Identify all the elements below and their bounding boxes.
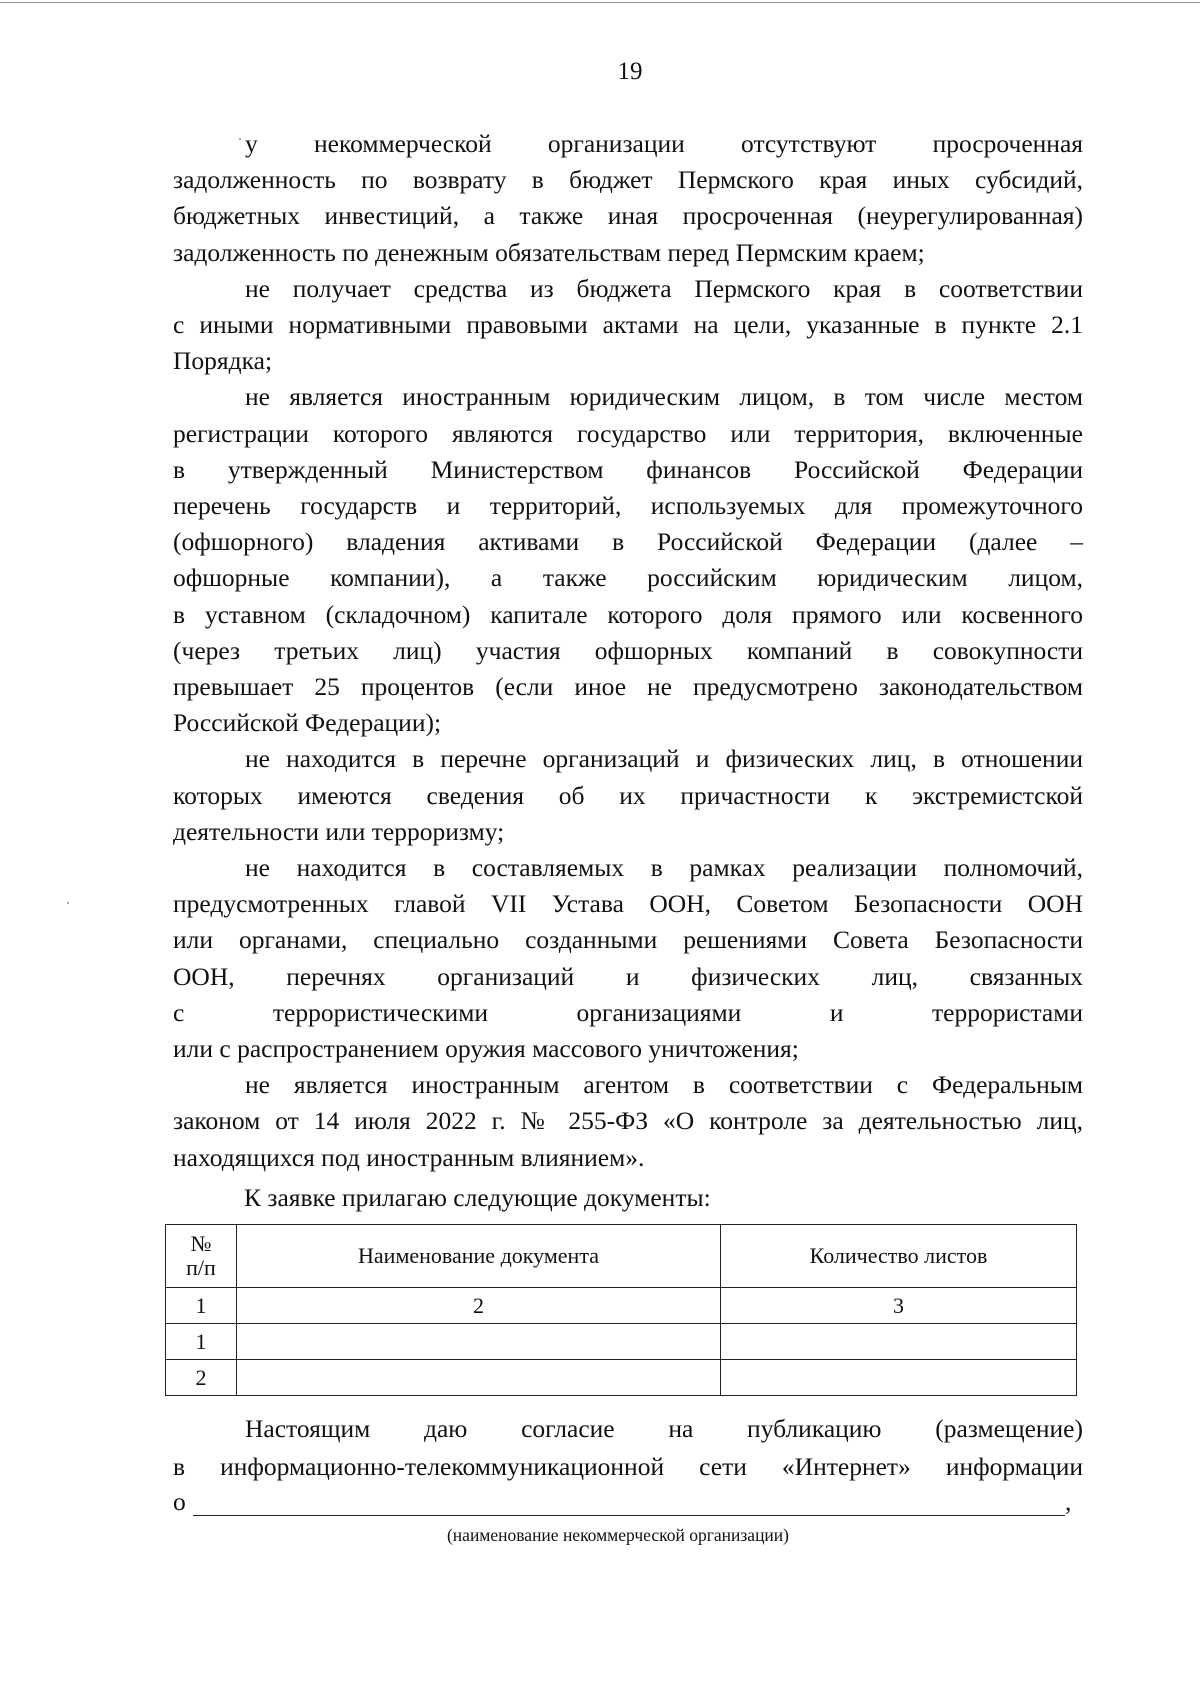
text-line: не является иностранным юридическим лицом, в том числе местом (245, 382, 1083, 412)
text-line: в утвержденный Министерством финансов Российской Федерации (173, 454, 1083, 484)
row-num: 1 (166, 1324, 237, 1360)
text-line: не находится в перечне организаций и физических лиц, в отношении (245, 744, 1083, 774)
table-row (166, 1360, 1077, 1396)
text-line: бюджетных инвестиций, а также иная просроченная (неурегулированная) (173, 201, 1083, 231)
text-line: в информационно-телекоммуникационной сети «Интернет» информации (173, 1452, 1083, 1481)
consent-prefix: о (173, 1487, 186, 1516)
paragraph-no-other-funds (173, 271, 1083, 380)
table-cell: 2 (237, 1288, 721, 1324)
header-name: Наименование документа (237, 1225, 721, 1288)
text-line: Порядка; (173, 346, 273, 376)
documents-table (165, 1224, 1077, 1396)
text-line: ООН, перечнях организаций и физических лиц, связанных (173, 961, 1083, 991)
text-line: регистрации которого являются государство или территория, включенные (173, 418, 1083, 448)
scan-speck (239, 138, 241, 140)
table-cell: 1 (166, 1288, 237, 1324)
text-line: не находится в составляемых в рамках реализации полномочий, (245, 853, 1083, 883)
row-name-cell[interactable] (237, 1324, 721, 1360)
text-line: превышает 25 процентов (если иное не предусмотрено законодательством (173, 672, 1083, 702)
text-line: с террористическими организациями и террористами (173, 997, 1083, 1027)
text-line: в уставном (складочном) капитале которого доля прямого или косвенного (173, 599, 1083, 629)
header-num (166, 1225, 237, 1288)
text-line: или с распространением оружия массового уничтожения; (173, 1034, 799, 1064)
header-sheets: Количество листов (721, 1225, 1077, 1288)
text-line: офшорные компании), а также российским юридическим лицом, (173, 563, 1083, 593)
row-num: 2 (166, 1360, 237, 1396)
text-line: предусмотренных главой VII Устава ООН, Советом Безопасности ООН (173, 889, 1083, 919)
text-line: Российской Федерации); (173, 708, 442, 738)
text-line: с иными нормативными правовыми актами на цели, указанные в пункте 2.1 (173, 310, 1083, 340)
consent-suffix: , (1065, 1487, 1072, 1516)
row-sheets-cell[interactable] (721, 1324, 1077, 1360)
paragraph-not-extremist (173, 741, 1083, 850)
text-line: (офшорного) владения активами в Российской Федерации (далее – (173, 527, 1083, 557)
body-text (173, 126, 1083, 1176)
paragraph-not-foreign-entity (173, 379, 1083, 741)
text-line: (через третьих лиц) участия офшорных компаний в совокупности (173, 635, 1083, 665)
scan-speck (67, 902, 69, 904)
table-row (166, 1324, 1077, 1360)
table-cell: 3 (721, 1288, 1077, 1324)
table-header-row (166, 1225, 1077, 1288)
text-line: перечень государств и территорий, используемых для промежуточного (173, 491, 1083, 521)
text-line: задолженность по возврату в бюджет Пермского края иных субсидий, (173, 165, 1083, 195)
text-line: задолженность по денежным обязательствам перед Пермским краем; (173, 237, 925, 267)
table-numbering-row (166, 1288, 1077, 1324)
text-line: у некоммерческой организации отсутствуют просроченная (245, 129, 1083, 158)
text-line: находящихся под иностранным влиянием». (173, 1142, 645, 1172)
text-line: или органами, специально созданными решениями Совета Безопасности (173, 925, 1083, 955)
text-line: не получает средства из бюджета Пермского края в соответствии (245, 273, 1083, 303)
documents-intro: К заявке прилагаю следующие документы: (244, 1183, 711, 1212)
field-hint: (наименование некоммерческой организации) (446, 1525, 789, 1545)
text-line: законом от 14 июля 2022 г. № 255-ФЗ «О контроле за деятельностью лиц, (173, 1106, 1083, 1136)
paragraph-no-overdue-debt (173, 126, 1083, 271)
paragraph-not-foreign-agent (173, 1067, 1083, 1176)
row-name-cell[interactable] (237, 1360, 721, 1396)
paragraph-not-un-sanctioned (173, 850, 1083, 1067)
consent-text (173, 1410, 1083, 1486)
text-line: деятельности или терроризму; (173, 816, 505, 846)
organization-name-field[interactable] (193, 1515, 1065, 1516)
text-line: которых имеются сведения об их причастности к экстремистской (173, 780, 1083, 810)
page-number: 19 (617, 58, 643, 85)
text-line: Настоящим даю согласие на публикацию (размещение) (245, 1414, 1083, 1443)
header-num-label: № п/п (186, 1231, 216, 1280)
row-sheets-cell[interactable] (721, 1360, 1077, 1396)
scan-edge (0, 2, 1200, 3)
text-line: не является иностранным агентом в соответствии с Федеральным (245, 1070, 1083, 1100)
